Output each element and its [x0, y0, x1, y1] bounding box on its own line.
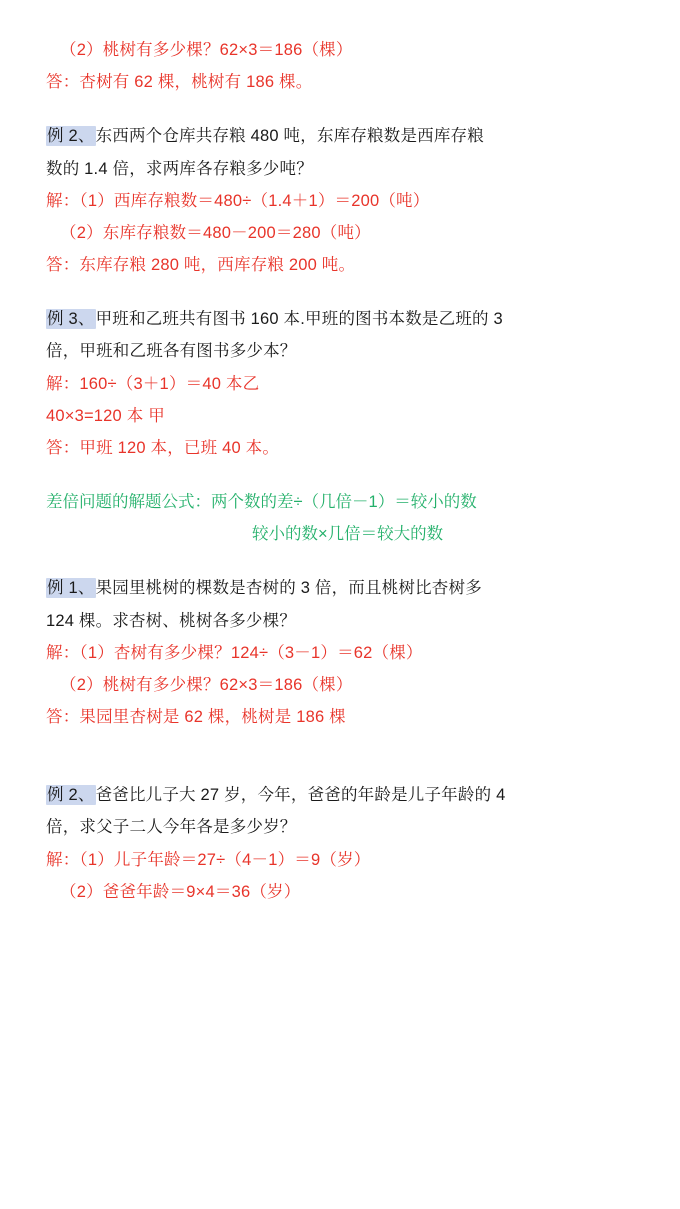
text-line: 答：果园里杏树是 62 棵，桃树是 186 棵 — [46, 708, 346, 727]
text-line: 40×3=120 本 甲 — [46, 406, 165, 425]
example-block — [46, 120, 634, 281]
text-line: （2）桃树有多少棵？62×3＝186（棵） — [60, 41, 353, 59]
text-line: （2）爸爸年龄＝9×4＝36（岁） — [60, 882, 301, 901]
example-label: 例 3、 — [47, 310, 95, 329]
text-line: 解：160÷（3＋1）＝40 本乙 — [46, 374, 260, 393]
spacer — [46, 550, 634, 572]
text-line-body: 爸爸比儿子大 27 岁，今年，爸爸的年龄是儿子年龄的 4 — [95, 786, 506, 805]
text-line: 解：（1）西库存粮数＝480÷（1.4＋1）＝200（吨） — [46, 191, 430, 210]
formula-block — [46, 486, 634, 550]
example-label: 例 1、 — [47, 579, 95, 598]
text-line-body: 东西两个仓库共存粮 480 吨，东库存粮数是西库存粮 — [95, 127, 484, 146]
example-block — [46, 779, 634, 908]
spacer — [46, 98, 634, 120]
text-line — [46, 572, 634, 604]
text-line: 124 棵。求杏树、桃树各多少棵？ — [46, 611, 297, 630]
example-block — [46, 572, 634, 733]
text-line: （2）东库存粮数＝480－200＝280（吨） — [60, 223, 371, 242]
text-line — [46, 779, 634, 811]
spacer — [46, 733, 634, 779]
formula-line-2: 较小的数×几倍＝较大的数 — [252, 525, 444, 544]
text-block — [46, 34, 634, 98]
text-line — [46, 120, 634, 152]
text-line — [46, 303, 634, 335]
spacer — [46, 281, 634, 303]
text-line-body: 果园里桃树的棵数是杏树的 3 倍，而且桃树比杏树多 — [95, 579, 482, 598]
text-line: 数的 1.4 倍，求两库各存粮多少吨？ — [46, 159, 313, 178]
text-line: 解：（1）杏树有多少棵？124÷（3－1）＝62（棵） — [46, 643, 423, 662]
text-line: 解：（1）儿子年龄＝27÷（4－1）＝9（岁） — [46, 850, 371, 869]
text-line: 答：杏树有 62 棵，桃树有 186 棵。 — [46, 73, 313, 92]
example-block — [46, 303, 634, 464]
text-line: 答：甲班 120 本，已班 40 本。 — [46, 438, 280, 457]
spacer — [46, 464, 634, 486]
formula-line-1: 差倍问题的解题公式：两个数的差÷（几倍－1）＝较小的数 — [46, 493, 477, 512]
text-line: （2）桃树有多少棵？62×3＝186（棵） — [60, 675, 353, 694]
text-line: 倍，求父子二人今年各是多少岁？ — [46, 818, 297, 837]
text-line: 答：东库存粮 280 吨，西库存粮 200 吨。 — [46, 256, 356, 275]
text-line-body: 甲班和乙班共有图书 160 本.甲班的图书本数是乙班的 3 — [95, 310, 503, 329]
example-label: 例 2、 — [47, 786, 95, 805]
example-label: 例 2、 — [47, 127, 95, 146]
text-line: 倍，甲班和乙班各有图书多少本？ — [46, 342, 297, 361]
